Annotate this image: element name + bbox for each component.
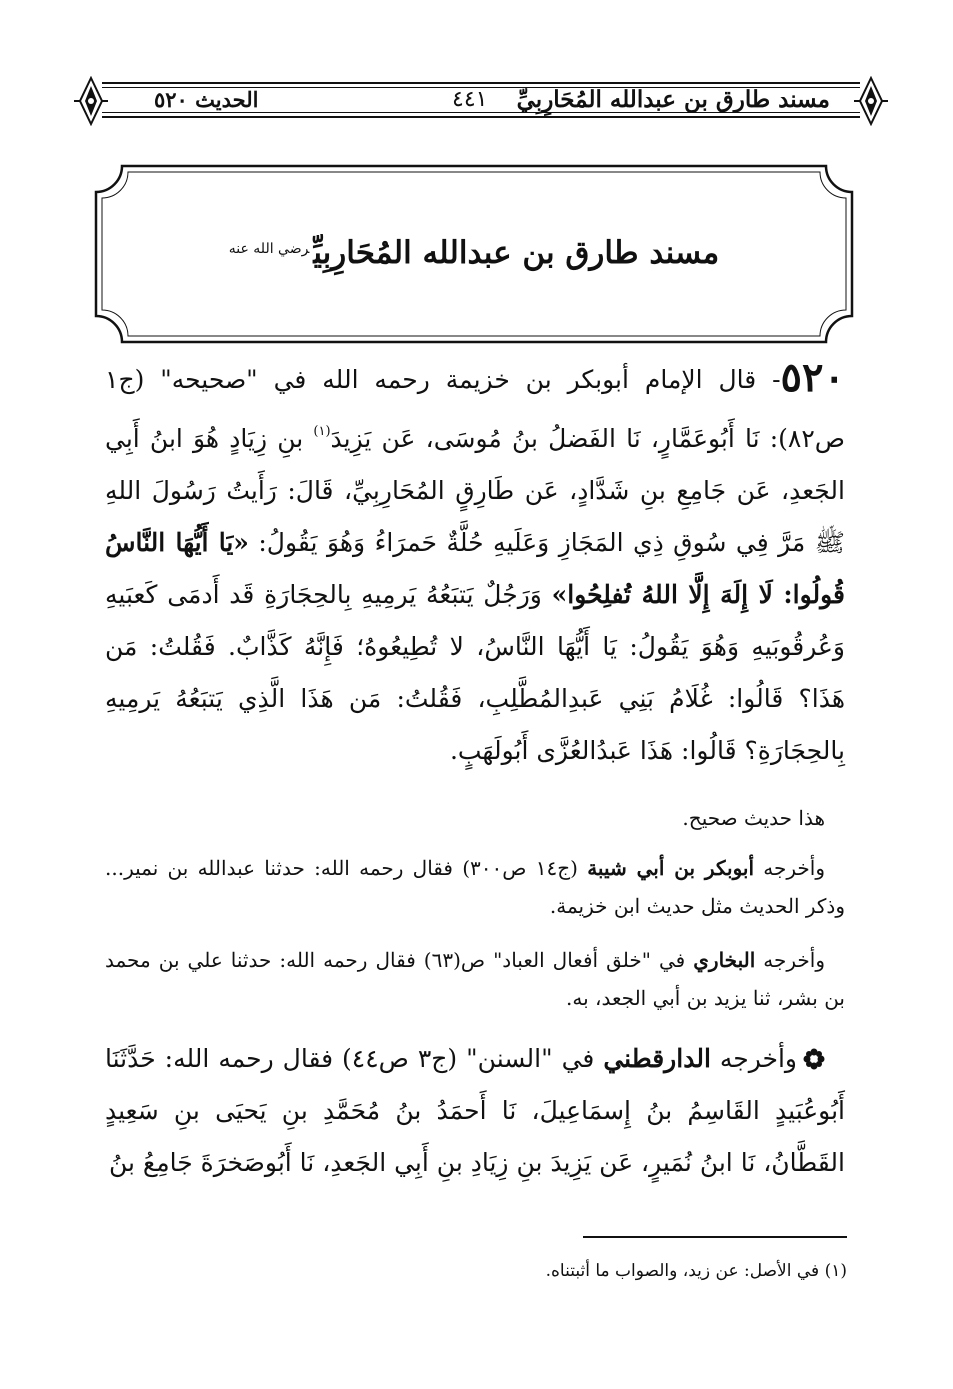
isnad-intro: - قال الإمام أبوبكر بن خزيمة رحمه الله في "صحيحه" (ج١ ص٨٢): نَا أَبُوعَمَّارٍ، نَا الفَضلُ بنُ مُوسَى، عَن يَزِيدَ — [105, 365, 845, 453]
daraqutni-prefix: وأخرجه — [710, 1044, 797, 1073]
footnote-number: (١) — [824, 1261, 847, 1281]
takhrij-rest: في "خلق أفعال العباد" ص(٦٣) فقال رحمه الله: حدثنا علي بن محمد بن بشر، ثنا يزيد بن أبي الجعد، به. — [105, 948, 845, 1010]
footnote-text: في الأصل: عن زيد، والصواب ما أثبتناه. — [545, 1261, 825, 1281]
isnad-rest: بنِ زِيَادٍ هُوَ ابنُ أَبِي الجَعدِ، عَن جَامِعِ بنِ شَدَّادٍ، عَن طَارِقٍ المُحَارِبِيِّ، قَالَ: رَأَيتُ رَسُولَ اللهِ ﷺ مَرَّ فِي سُوقِ ذِي المَجَازِ وَعَلَيهِ حُلَّةٌ حَمرَاءُ وَهُوَ يَقُولُ: — [105, 424, 845, 557]
footnote-rule — [583, 1236, 847, 1238]
takhrij-paragraph — [105, 941, 845, 1017]
takhrij-source: البخاري — [693, 948, 756, 972]
page-number: ٤٤١ — [452, 87, 488, 112]
takhrij-prefix: وأخرجه — [755, 948, 825, 972]
running-header — [72, 76, 890, 126]
hadith-grade: هذا حديث صحيح. — [682, 806, 825, 830]
hadith-reference: الحديث ٥٢٠ — [154, 87, 259, 112]
running-title: مسند طارق بن عبدالله المُحَارِبِيِّ — [516, 86, 830, 113]
chapter-title-text: مسند طارق بن عبدالله المُحَارِبِيِّ — [313, 235, 720, 271]
takhrij-prefix: وأخرجه — [754, 856, 826, 880]
chapter-title — [94, 224, 854, 278]
daraqutni-source: الدارقطني — [603, 1044, 711, 1073]
flower-icon — [803, 1048, 825, 1070]
footnote — [107, 1258, 847, 1284]
daraqutni-paragraph — [105, 1033, 845, 1189]
page-body — [105, 352, 845, 1189]
honorific: رضي الله عنه — [228, 241, 310, 257]
takhrij-paragraph — [105, 849, 845, 925]
matn-rest: وَرَجُلٌ يَتبَعُهُ يَرمِيهِ بِالحِجَارَةِ قَد أَدمَى كَعبَيهِ وَعُرقُوبَيهِ وَهُوَ يَقُولُ: يَا أَيُّهَا النَّاسُ، لا تُطِيعُوهُ؛ فَإِنَّهُ كَذَّابٌ. فَقُلتُ: مَن هَذَا؟ قَالُوا: غُلَامُ بَنِي عَبدِالمُطَّلِبِ، فَقُلتُ: مَن هَذَا الَّذِي يَتبَعُهُ يَرمِيهِ بِالحِجَارَةِ؟ قَالُوا: هَذَا عَبدُالعُزَّى أَبُولَهَبٍ. — [105, 580, 845, 765]
prophetic-words: «يَا أَيُّهَا النَّاسُ قُولُوا: لَا إِلَهَ إِلَّا اللهُ تُفلِحُوا» — [105, 528, 846, 609]
chapter-title-box — [94, 164, 854, 344]
daraqutni-rest: في "السنن" (ج٣ ص٤٤) فقال رحمه الله: حَدَّثَنَا أَبُوعُبَيدٍ القَاسِمُ بنُ إِسمَاعِيلَ، نَا أَحمَدُ بنُ مُحَمَّدِ بنِ يَحيَى بنِ سَعِيدٍ القَطَّانُ، نَا ابنُ نُمَيرٍ، عَن يَزِيدَ بنِ زِيَادِ بنِ أَبِي الجَعدِ، نَا أَبُوصَخرَةَ جَامِعُ بنُ — [105, 1044, 845, 1177]
footnote-marker[interactable]: (١) — [313, 424, 331, 439]
hadith-paragraph — [105, 352, 845, 777]
hadith-number: ٥٢٠ — [780, 354, 845, 401]
takhrij-rest: (ج١٤ ص٣٠٠) فقال رحمه الله: حدثنا عبدالله بن نمير... وذكر الحديث مثل حديث ابن خزيمة. — [105, 856, 845, 918]
takhrij-source: أبوبكر بن أبي شيبة — [587, 856, 755, 880]
floral-ornament-icon — [72, 76, 110, 126]
